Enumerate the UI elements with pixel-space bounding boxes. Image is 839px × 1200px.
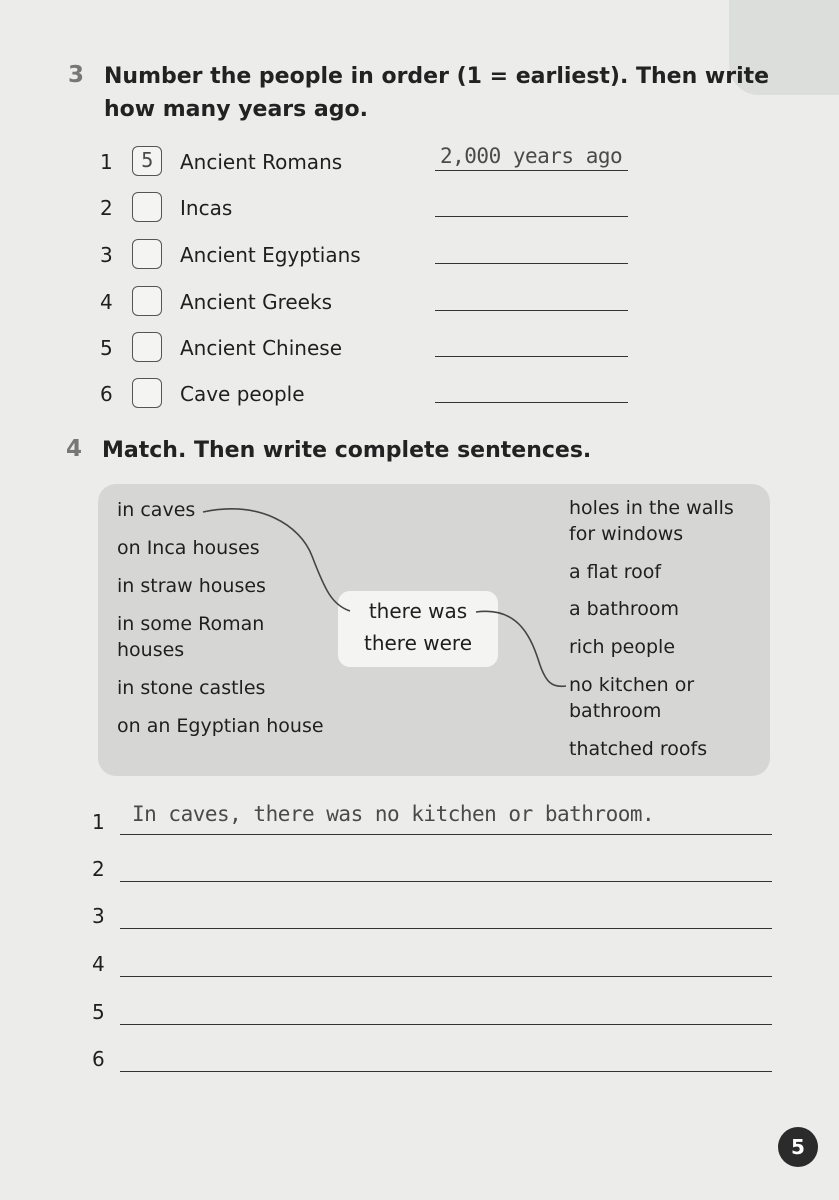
sentence-row (92, 904, 777, 934)
order-box[interactable] (132, 378, 162, 408)
exercise-4-title: Match. Then write complete sentences. (102, 438, 592, 463)
order-row (100, 239, 640, 269)
order-row (100, 286, 640, 316)
answer-text: 2,000 years ago (440, 144, 623, 168)
sentence-number: 3 (92, 904, 105, 928)
order-row (100, 146, 640, 176)
answer-line[interactable] (435, 402, 628, 403)
match-left-item[interactable]: on an Egyptian house (117, 715, 324, 737)
order-row-number: 5 (100, 336, 113, 360)
answer-line[interactable] (435, 310, 628, 311)
exercise-4-number: 4 (66, 436, 83, 462)
sentence-line[interactable] (120, 881, 772, 882)
sentence-line[interactable] (120, 1071, 772, 1072)
match-right-item[interactable]: rich people (569, 636, 676, 658)
order-row (100, 378, 640, 408)
sentence-number: 5 (92, 1000, 105, 1024)
order-row-number: 4 (100, 290, 113, 314)
match-left-item[interactable]: in straw houses (117, 575, 266, 597)
order-row-label: Cave people (180, 382, 305, 406)
sentence-number: 2 (92, 857, 105, 881)
match-right-item[interactable]: a bathroom (569, 598, 680, 620)
sentence-line[interactable] (120, 976, 772, 977)
sentence-number: 4 (92, 952, 105, 976)
order-box[interactable]: 5 (132, 146, 162, 176)
order-row-label: Ancient Greeks (180, 290, 332, 314)
sentence-row (92, 952, 777, 982)
answer-line[interactable] (435, 356, 628, 357)
sentence-number: 6 (92, 1047, 105, 1071)
answer-line[interactable] (435, 216, 628, 217)
match-left-item[interactable]: in caves (117, 499, 196, 521)
order-row (100, 332, 640, 362)
exercise-3-number: 3 (68, 62, 85, 88)
order-row-label: Ancient Romans (180, 150, 343, 174)
match-right-item[interactable]: no kitchen or (569, 674, 695, 696)
order-box[interactable] (132, 239, 162, 269)
exercise-3-title (104, 60, 769, 126)
match-left-item[interactable]: in some Roman (117, 613, 265, 635)
order-row-label: Incas (180, 196, 233, 220)
match-right-item[interactable]: holes in the walls (569, 497, 734, 519)
order-row (100, 192, 640, 222)
sentence-row (92, 1047, 777, 1077)
exercise-3-title-line1: Number the people in order (1 = earliest). Then write (104, 64, 770, 89)
sentence-text: In caves, there was no kitchen or bathroom. (132, 802, 655, 826)
order-row-label: Ancient Chinese (180, 336, 342, 360)
answer-line[interactable] (435, 263, 628, 264)
match-right-item[interactable]: thatched roofs (569, 738, 708, 760)
answer-line[interactable] (435, 170, 628, 171)
order-row-number: 6 (100, 382, 113, 406)
order-row-number: 2 (100, 196, 113, 220)
sentence-row (92, 857, 777, 887)
order-row-label: Ancient Egyptians (180, 243, 361, 267)
page-number-badge: 5 (778, 1127, 818, 1167)
center-phrase[interactable]: there were (363, 631, 473, 655)
order-box[interactable] (132, 332, 162, 362)
sentence-row (92, 802, 777, 840)
order-row-number: 1 (100, 150, 113, 174)
order-box[interactable] (132, 192, 162, 222)
match-right-item[interactable]: bathroom (569, 700, 662, 722)
sentence-number: 1 (92, 810, 105, 834)
sentence-line[interactable] (120, 834, 772, 835)
sentence-line[interactable] (120, 1024, 772, 1025)
sentence-row (92, 1000, 777, 1030)
match-left-item[interactable]: in stone castles (117, 677, 266, 699)
match-left-item[interactable]: houses (117, 639, 185, 661)
center-phrase[interactable]: there was (368, 599, 468, 623)
sentence-line[interactable] (120, 928, 772, 929)
order-box[interactable] (132, 286, 162, 316)
exercise-3-title-line2: how many years ago. (104, 97, 368, 122)
match-left-item[interactable]: on Inca houses (117, 537, 260, 559)
match-right-item[interactable]: for windows (569, 523, 684, 545)
order-row-number: 3 (100, 243, 113, 267)
center-phrase-box (338, 591, 498, 667)
match-right-item[interactable]: a flat roof (569, 561, 662, 583)
